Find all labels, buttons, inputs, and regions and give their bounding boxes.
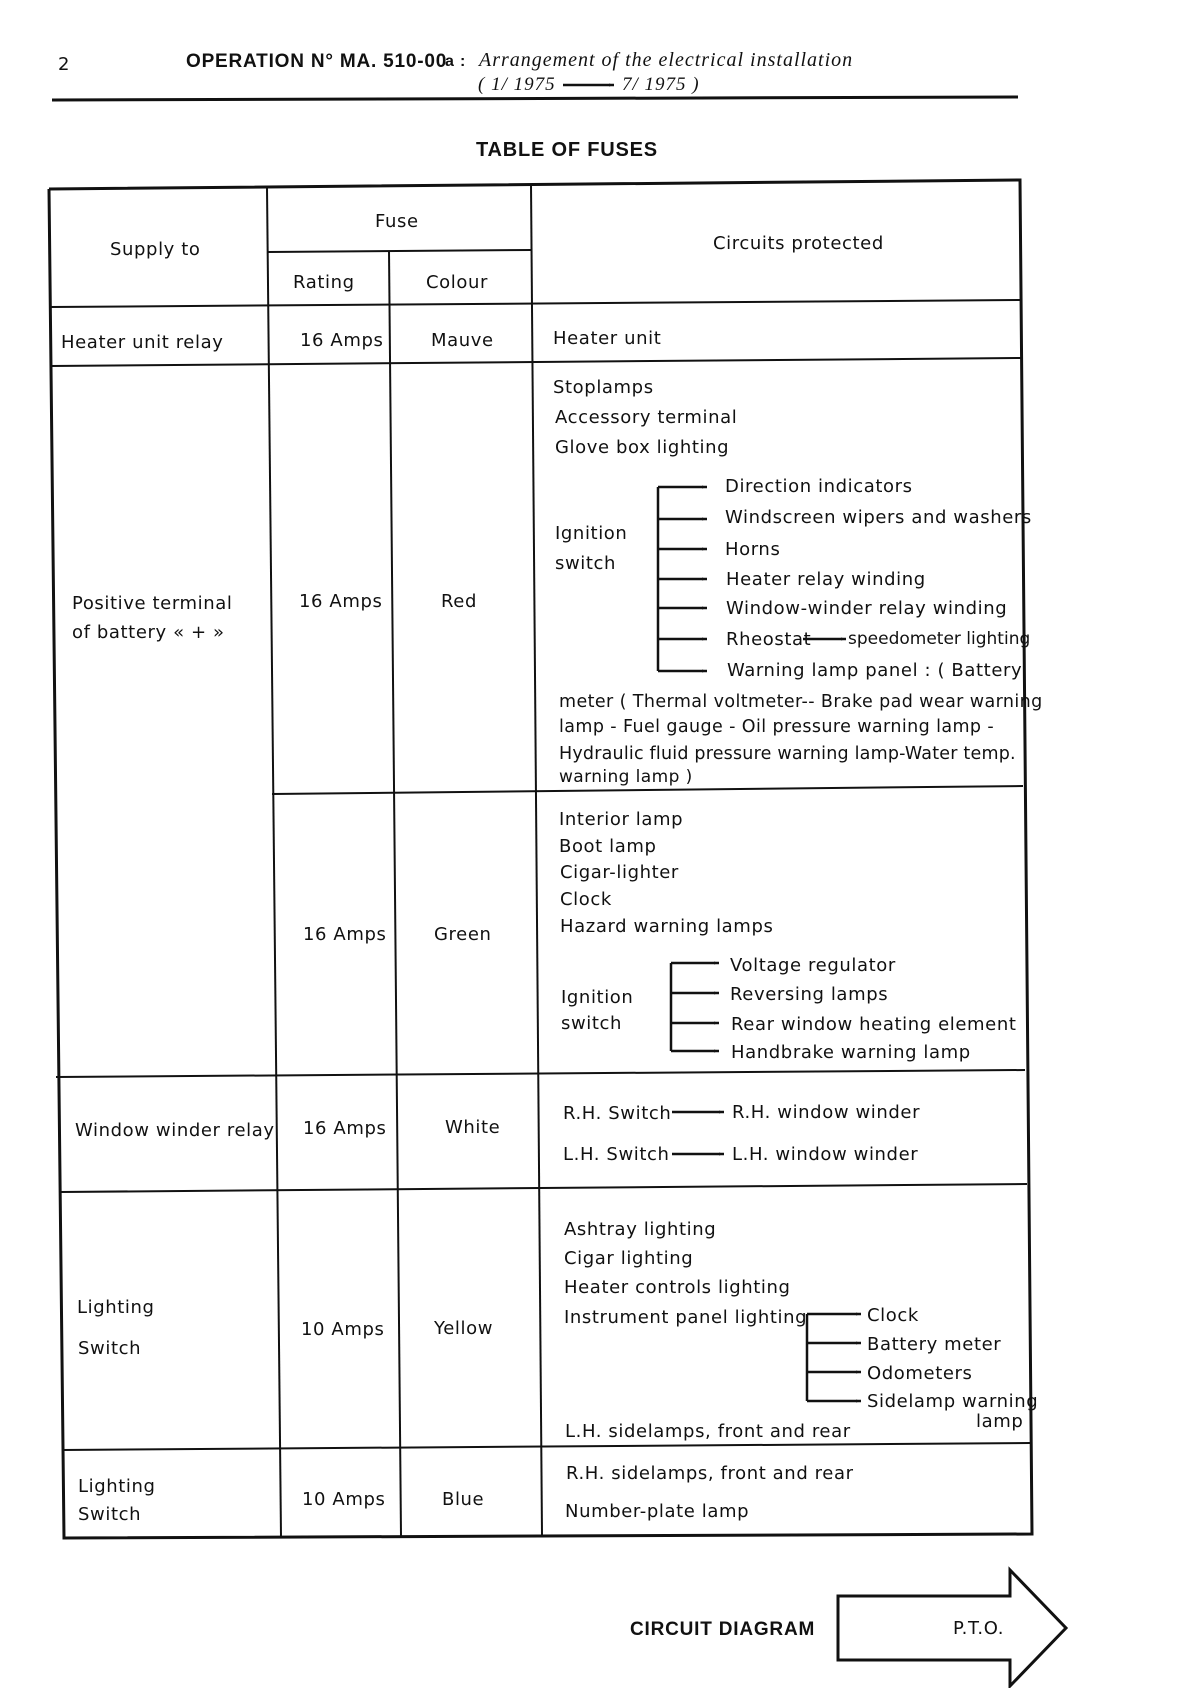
branch-item: Rheostat — [726, 629, 812, 650]
battery-supply-line1: Positive terminal — [72, 593, 233, 614]
branch-item: Voltage regulator — [730, 955, 896, 976]
blue-supply-line1: Lighting — [78, 1476, 156, 1497]
instrument-bracket — [807, 1314, 861, 1401]
list-item: Instrument panel lighting — [564, 1307, 808, 1328]
circuit-diagram-label: CIRCUIT DIAGRAM — [630, 1619, 816, 1640]
window-colour: White — [445, 1117, 501, 1138]
red-ignition-label2: switch — [555, 553, 617, 574]
red-colour: Red — [441, 591, 477, 612]
branch-item: Direction indicators — [725, 476, 913, 497]
lh-target: L.H. window winder — [732, 1144, 919, 1165]
branch-item: Reversing lamps — [730, 984, 889, 1005]
window-arrows — [672, 1112, 724, 1154]
heater-colour: Mauve — [431, 330, 494, 351]
battery-supply-line2: of battery « + » — [72, 622, 225, 643]
lh-switch: L.H. Switch — [563, 1144, 670, 1165]
green-ignition-bracket — [671, 963, 719, 1051]
list-item: L.H. sidelamps, front and rear — [565, 1421, 851, 1442]
operation-subject: Arrangement of the electrical installation — [479, 49, 854, 71]
branch-item: Rear window heating element — [731, 1014, 1017, 1035]
pto-arrow-shape — [838, 1570, 1066, 1686]
window-rating: 16 Amps — [303, 1118, 387, 1139]
period-end: 7/ 1975 ) — [622, 74, 700, 95]
red-ignition-label: Ignition — [555, 523, 628, 544]
blue-supply-line2: Switch — [78, 1504, 142, 1525]
header-rule — [52, 97, 1018, 100]
list-item: Cigar lighting — [564, 1248, 694, 1269]
list-item: Boot lamp — [559, 836, 657, 857]
branch-item-tail: lamp — [976, 1411, 1024, 1432]
green-colour: Green — [434, 924, 492, 945]
list-item: Cigar-lighter — [560, 862, 679, 883]
list-item: Accessory terminal — [555, 407, 738, 428]
heater-rating: 16 Amps — [300, 330, 384, 351]
branch-item: Battery meter — [867, 1334, 1002, 1355]
heater-circuit: Heater unit — [553, 328, 662, 349]
green-ignition-label: Ignition — [561, 987, 634, 1008]
branch-item: Heater relay winding — [726, 569, 926, 590]
list-item: R.H. sidelamps, front and rear — [566, 1463, 854, 1484]
list-item: Glove box lighting — [555, 437, 730, 458]
yellow-supply-line1: Lighting — [77, 1297, 155, 1318]
branch-item: Handbrake warning lamp — [731, 1042, 971, 1063]
yellow-supply-line2: Switch — [78, 1338, 142, 1359]
list-item: Number-plate lamp — [565, 1501, 750, 1522]
col-supply-header: Supply to — [110, 239, 201, 260]
list-item: Clock — [560, 889, 612, 910]
green-ignition-label2: switch — [561, 1013, 623, 1034]
continuation-line: meter ( Thermal voltmeter-- Brake pad wear warning — [559, 692, 1043, 712]
continuation-line: lamp - Fuel gauge - Oil pressure warning lamp - — [559, 717, 995, 737]
operation-number: OPERATION N° MA. 510-00 — [186, 51, 448, 72]
col-rating-header: Rating — [293, 272, 355, 293]
blue-colour: Blue — [442, 1489, 485, 1510]
continuation-line: warning lamp ) — [559, 767, 693, 787]
branch-item: Warning lamp panel : ( Battery — [727, 660, 1023, 681]
list-item: Heater controls lighting — [564, 1277, 791, 1298]
rh-target: R.H. window winder — [732, 1102, 921, 1123]
green-rating: 16 Amps — [303, 924, 387, 945]
page-number: 2 — [58, 54, 71, 75]
col-colour-header: Colour — [426, 272, 489, 293]
list-item: Ashtray lighting — [564, 1219, 717, 1240]
branch-item: Horns — [725, 539, 781, 560]
red-rating: 16 Amps — [299, 591, 383, 612]
heater-supply: Heater unit relay — [61, 332, 224, 353]
col-fuse-header: Fuse — [375, 211, 419, 232]
blue-rating: 10 Amps — [302, 1489, 386, 1510]
list-item: Interior lamp — [559, 809, 684, 830]
branch-item: Sidelamp warning — [867, 1391, 1039, 1412]
rheostat-target: speedometer lighting — [848, 629, 1031, 649]
branch-item: Clock — [867, 1305, 919, 1326]
branch-item: Odometers — [867, 1363, 973, 1384]
table-title: TABLE OF FUSES — [476, 139, 658, 161]
list-item: Hazard warning lamps — [560, 916, 774, 937]
rh-switch: R.H. Switch — [563, 1103, 672, 1124]
branch-item: Windscreen wipers and washers — [725, 507, 1032, 528]
continuation-line: Hydraulic fluid pressure warning lamp-Water temp. — [559, 744, 1016, 764]
operation-variant: a : — [445, 53, 467, 70]
pto-arrow[interactable]: P.T.O. — [953, 1618, 1005, 1639]
window-supply: Window winder relay — [75, 1120, 275, 1141]
col-circuits-header: Circuits protected — [713, 233, 884, 254]
yellow-rating: 10 Amps — [301, 1319, 385, 1340]
list-item: Stoplamps — [553, 377, 654, 398]
branch-item: Window-winder relay winding — [726, 598, 1008, 619]
yellow-colour: Yellow — [434, 1318, 494, 1339]
period-start: ( 1/ 1975 — [478, 74, 556, 95]
